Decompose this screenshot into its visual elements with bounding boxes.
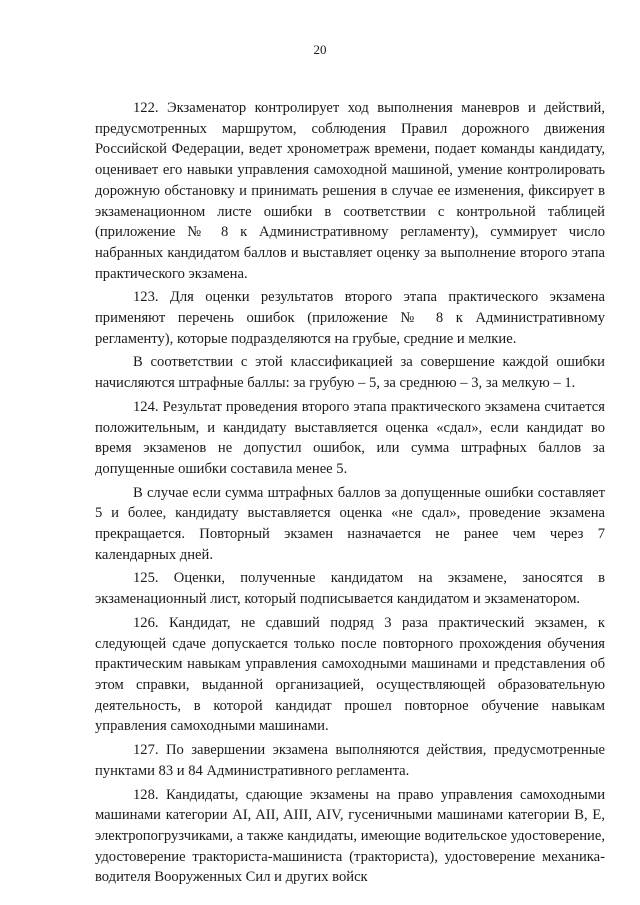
paragraph-124-failure: В случае если сумма штрафных баллов за допущенные ошибки составляет 5 и более, кандидату выставляется оценка «не сдал», проведение экзамена прекращается. Повторный экзамен назначается не ранее чем через 7 календарных дней. [95,484,605,563]
paragraph-127: 127. По завершении экзамена выполняются действия, предусмотренные пунктами 83 и 84 Административного регламента. [95,742,605,779]
paragraph-125: 125. Оценки, полученные кандидатом на экзамене, заносятся в экзаменационный лист, который подписывается кандидатом и экзаменатором. [95,570,605,608]
paragraph-122: 122. Экзаменатор контролирует ход выполнения маневров и действий, предусмотренных маршрутом, соблюдения Правил дорожного движения Российской Федерации, ведет хронометраж времени, подает команды кандидату, оценивает его навыки управления самоходной машиной, умение контролировать дорожную обстановку и принимать решения в случае ее изменения, фиксирует в экзаменационном листе ошибки в соответствии с контрольной таблицей (приложение № 8 к Административному регламенту), суммирует число набранных кандидатом баллов и выставляет оценку за выполнение второго этапа практического экзамена. [95,100,605,282]
document-body [95,98,605,888]
paragraph-126: 126. Кандидат, не сдавший подряд 3 раза практический экзамен, к следующей сдаче допускается только после повторного прохождения обучения практическим навыкам управления самоходными машинами и представления об этом справки, выданной организацией, осуществляющей образовательную деятельность, в которой кандидат прошел повторное обучение навыкам управления самоходными машинами. [95,614,605,735]
paragraph-123-penalty-points: В соответствии с этой классификацией за совершение каждой ошибки начисляются штрафные баллы: за грубую – 5, за среднюю – 3, за мелкую – 1. [95,354,605,392]
paragraph-128: 128. Кандидаты, сдающие экзамены на право управления самоходными машинами категории AI, AII, AIII, AIV, гусеничными машинами категории B, E, электропогрузчиками, а также кандидаты, имеющие водительское удостоверение, удостоверение тракториста-машиниста (тракториста), удостоверение механика-водителя Вооруженных Сил и других войск [95,786,605,886]
paragraph-123: 123. Для оценки результатов второго этапа практического экзамена применяют перечень ошибок (приложение № 8 к Административному регламенту), которые подразделяются на грубые, средние и мелкие. [95,289,605,347]
paragraph-124: 124. Результат проведения второго этапа практического экзамена считается положительным, и кандидату выставляется оценка «сдал», если кандидат во время экзаменов не допустил ошибок, или сумма штрафных баллов за допущенные ошибки составила менее 5. [95,398,605,477]
page-number: 20 [313,42,327,57]
